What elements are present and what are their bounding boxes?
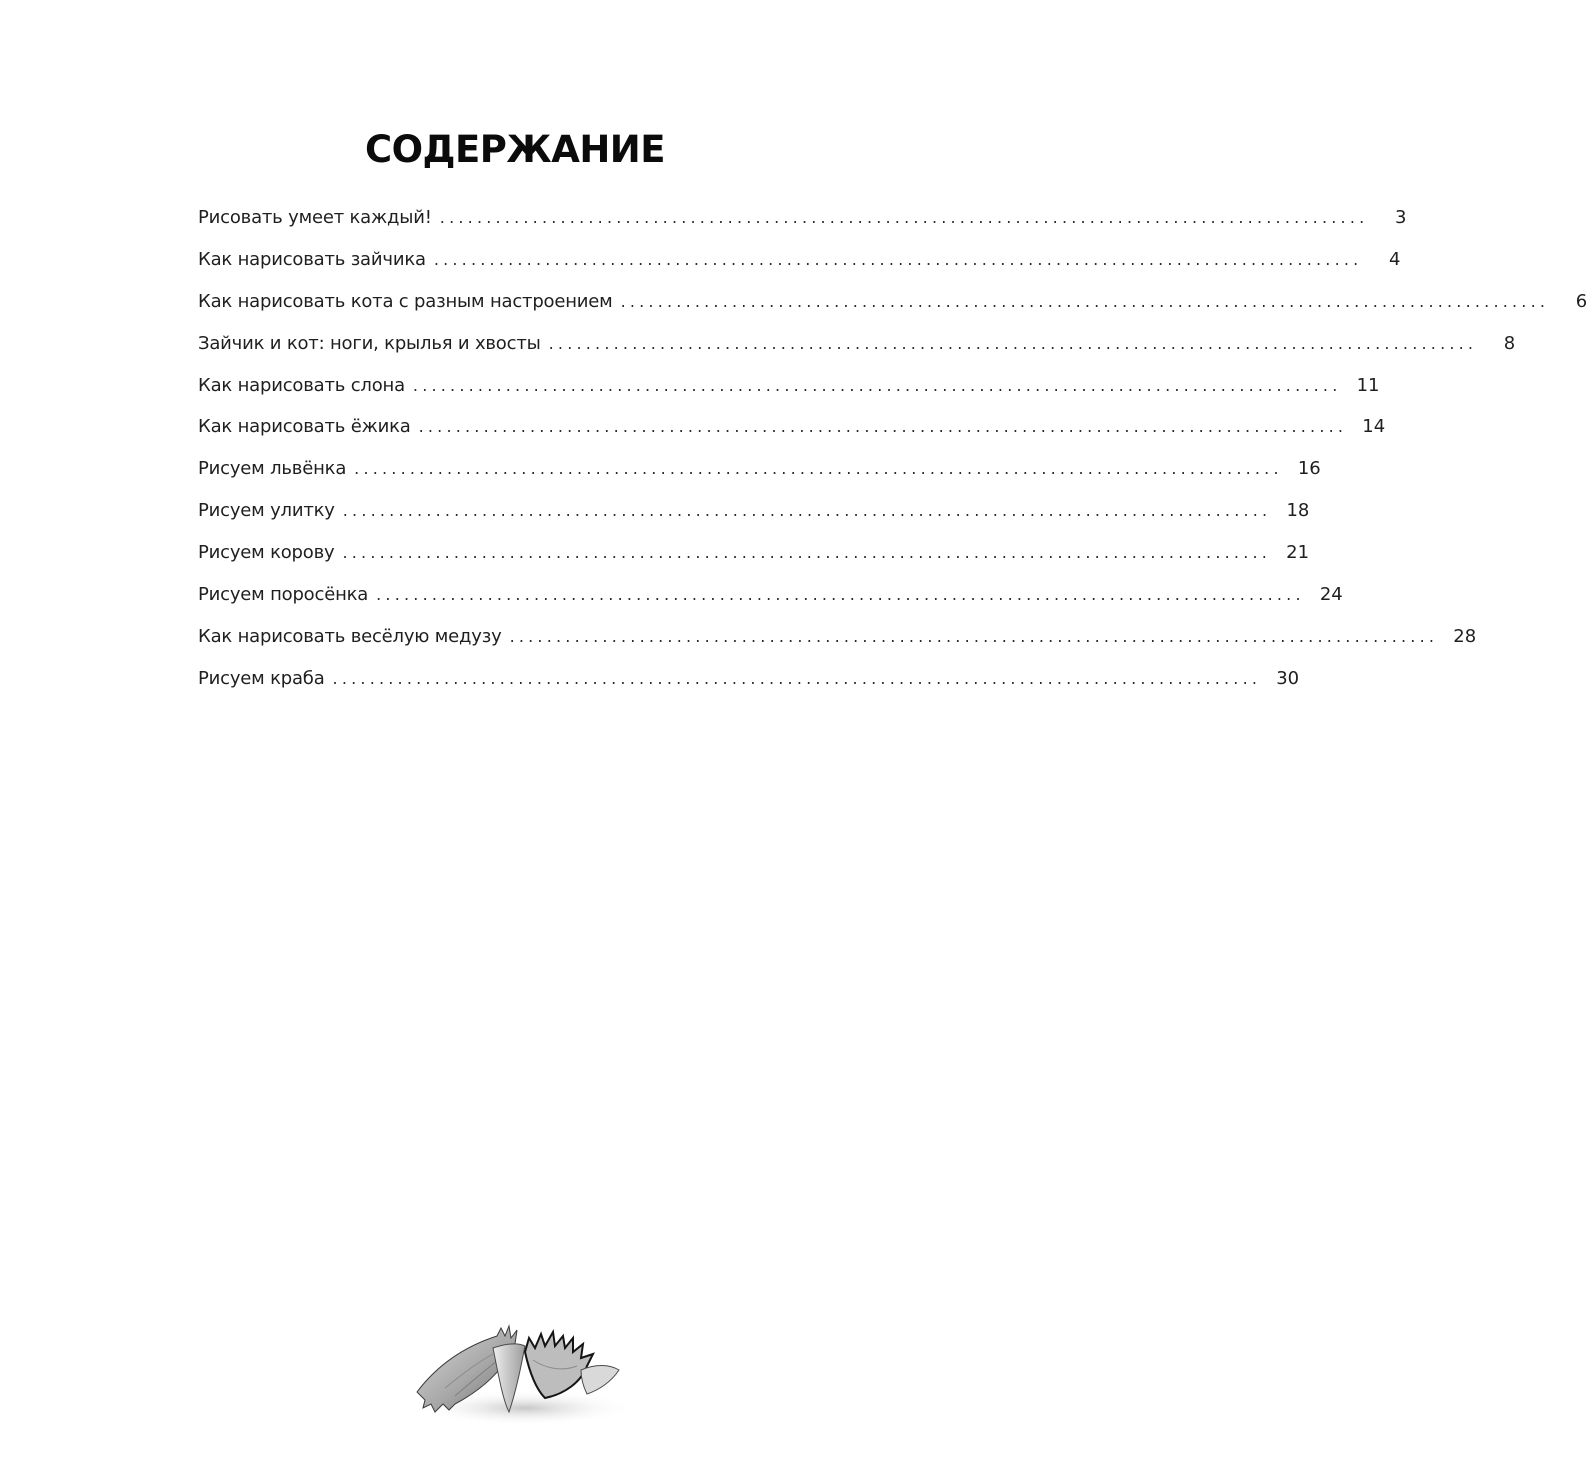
toc-entry-page: 30: [1276, 667, 1300, 689]
table-of-contents: [198, 197, 1587, 700]
toc-leader-dots: ....................................................................................................: [412, 375, 1342, 395]
toc-entry-page: 3: [1394, 207, 1407, 228]
toc-entry-title: Рисуем краба: [198, 667, 325, 689]
toc-entry[interactable]: [198, 574, 1343, 616]
toc-entry[interactable]: [198, 365, 1380, 407]
toc-leader-dots: ....................................................................................................: [342, 501, 1272, 521]
toc-leader-dots: ....................................................................................................: [620, 291, 1550, 311]
toc-entry[interactable]: [198, 197, 1407, 239]
toc-entry-page: 21: [1286, 542, 1310, 564]
toc-entry-title: Рисовать умеет каждый!: [198, 207, 432, 228]
toc-entry-title: Рисуем корову: [198, 542, 335, 564]
toc-entry[interactable]: [198, 658, 1300, 700]
toc-entry-page: 24: [1319, 584, 1343, 606]
toc-leader-dots: ....................................................................................................: [439, 208, 1369, 227]
toc-entry-page: 11: [1356, 374, 1380, 396]
toc-entry[interactable]: [198, 616, 1477, 658]
toc-entry[interactable]: [198, 490, 1310, 532]
toc-entry-page: 6: [1575, 290, 1587, 312]
pencil-shavings-icon: [405, 1308, 645, 1433]
toc-entry[interactable]: [198, 323, 1516, 365]
toc-entry-page: 14: [1362, 416, 1386, 438]
toc-entry[interactable]: [198, 532, 1310, 574]
toc-leader-dots: ....................................................................................................: [354, 459, 1283, 479]
page-title: СОДЕРЖАНИЕ: [364, 128, 666, 171]
toc-entry-page: 18: [1286, 500, 1310, 522]
toc-leader-dots: ....................................................................................................: [548, 333, 1478, 353]
toc-entry[interactable]: [198, 448, 1321, 490]
toc-leader-dots: ....................................................................................................: [509, 626, 1439, 646]
toc-entry-page: 28: [1453, 625, 1477, 647]
toc-entry-title: Рисуем львёнка: [198, 458, 347, 480]
toc-entry-title: Как нарисовать ёжика: [198, 416, 411, 438]
toc-leader-dots: ....................................................................................................: [418, 417, 1348, 437]
toc-entry-title: Рисуем поросёнка: [198, 584, 369, 606]
toc-entry[interactable]: [198, 281, 1587, 323]
toc-entry[interactable]: [198, 239, 1401, 281]
toc-entry-title: Зайчик и кот: ноги, крылья и хвосты: [198, 332, 541, 354]
toc-entry-title: Как нарисовать кота с разным настроением: [198, 290, 613, 312]
toc-leader-dots: ....................................................................................................: [433, 249, 1363, 269]
toc-entry-title: Как нарисовать зайчика: [198, 248, 426, 270]
toc-entry[interactable]: [198, 406, 1386, 448]
toc-entry-page: 16: [1297, 458, 1321, 480]
toc-entry-page: 8: [1503, 332, 1516, 354]
toc-entry-title: Как нарисовать весёлую медузу: [198, 625, 502, 647]
toc-leader-dots: ....................................................................................................: [332, 668, 1262, 688]
toc-entry-title: Как нарисовать слона: [198, 374, 405, 396]
toc-entry-page: 4: [1388, 248, 1401, 270]
toc-leader-dots: ....................................................................................................: [342, 543, 1272, 563]
toc-entry-title: Рисуем улитку: [198, 500, 335, 522]
toc-leader-dots: ....................................................................................................: [376, 585, 1305, 605]
